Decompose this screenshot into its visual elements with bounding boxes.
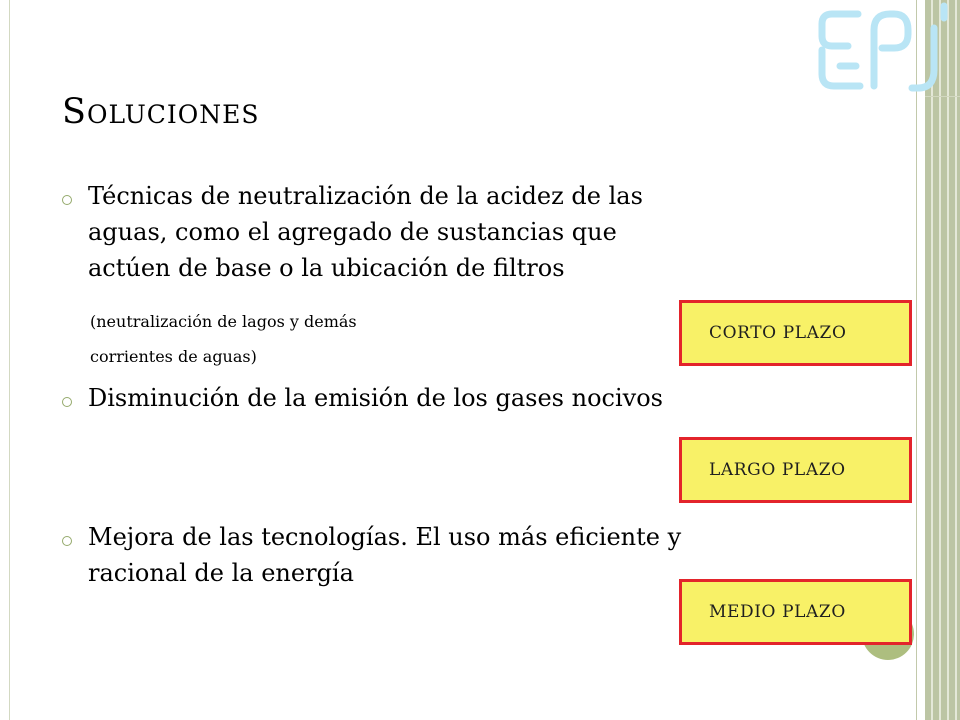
solution-text-line: aguas, como el agregado de sustancias que	[88, 218, 617, 246]
solution-item-neutralization	[88, 178, 643, 286]
solution-text-line: racional de la energía	[88, 559, 354, 587]
solution-text-line: Técnicas de neutralización de la acidez de las	[88, 182, 643, 210]
solution-item-technology	[88, 519, 681, 591]
solution-note	[90, 312, 357, 332]
slide-title: Soluciones	[62, 92, 260, 132]
side-decoration-band	[925, 0, 960, 720]
term-badge-short: CORTO PLAZO	[679, 300, 912, 366]
term-badge-long: LARGO PLAZO	[679, 437, 912, 503]
bullet-icon	[62, 397, 72, 407]
epj-logo	[812, 0, 957, 100]
solution-item-emissions	[88, 380, 663, 416]
bullet-icon	[62, 536, 72, 546]
note-line: (neutralización de lagos y demás	[90, 312, 357, 331]
bullet-icon	[62, 195, 72, 205]
solution-text-line: Mejora de las tecnologías. El uso más eficiente y	[88, 523, 682, 551]
solution-text-line: actúen de base o la ubicación de filtros	[88, 254, 565, 282]
note-line: corrientes de aguas)	[90, 347, 257, 366]
right-border-line	[916, 0, 917, 720]
left-border-line	[9, 0, 10, 720]
term-badge-medium: MEDIO PLAZO	[679, 579, 912, 645]
solution-text-line: Disminución de la emisión de los gases nocivos	[88, 384, 663, 412]
solution-note	[90, 347, 257, 367]
